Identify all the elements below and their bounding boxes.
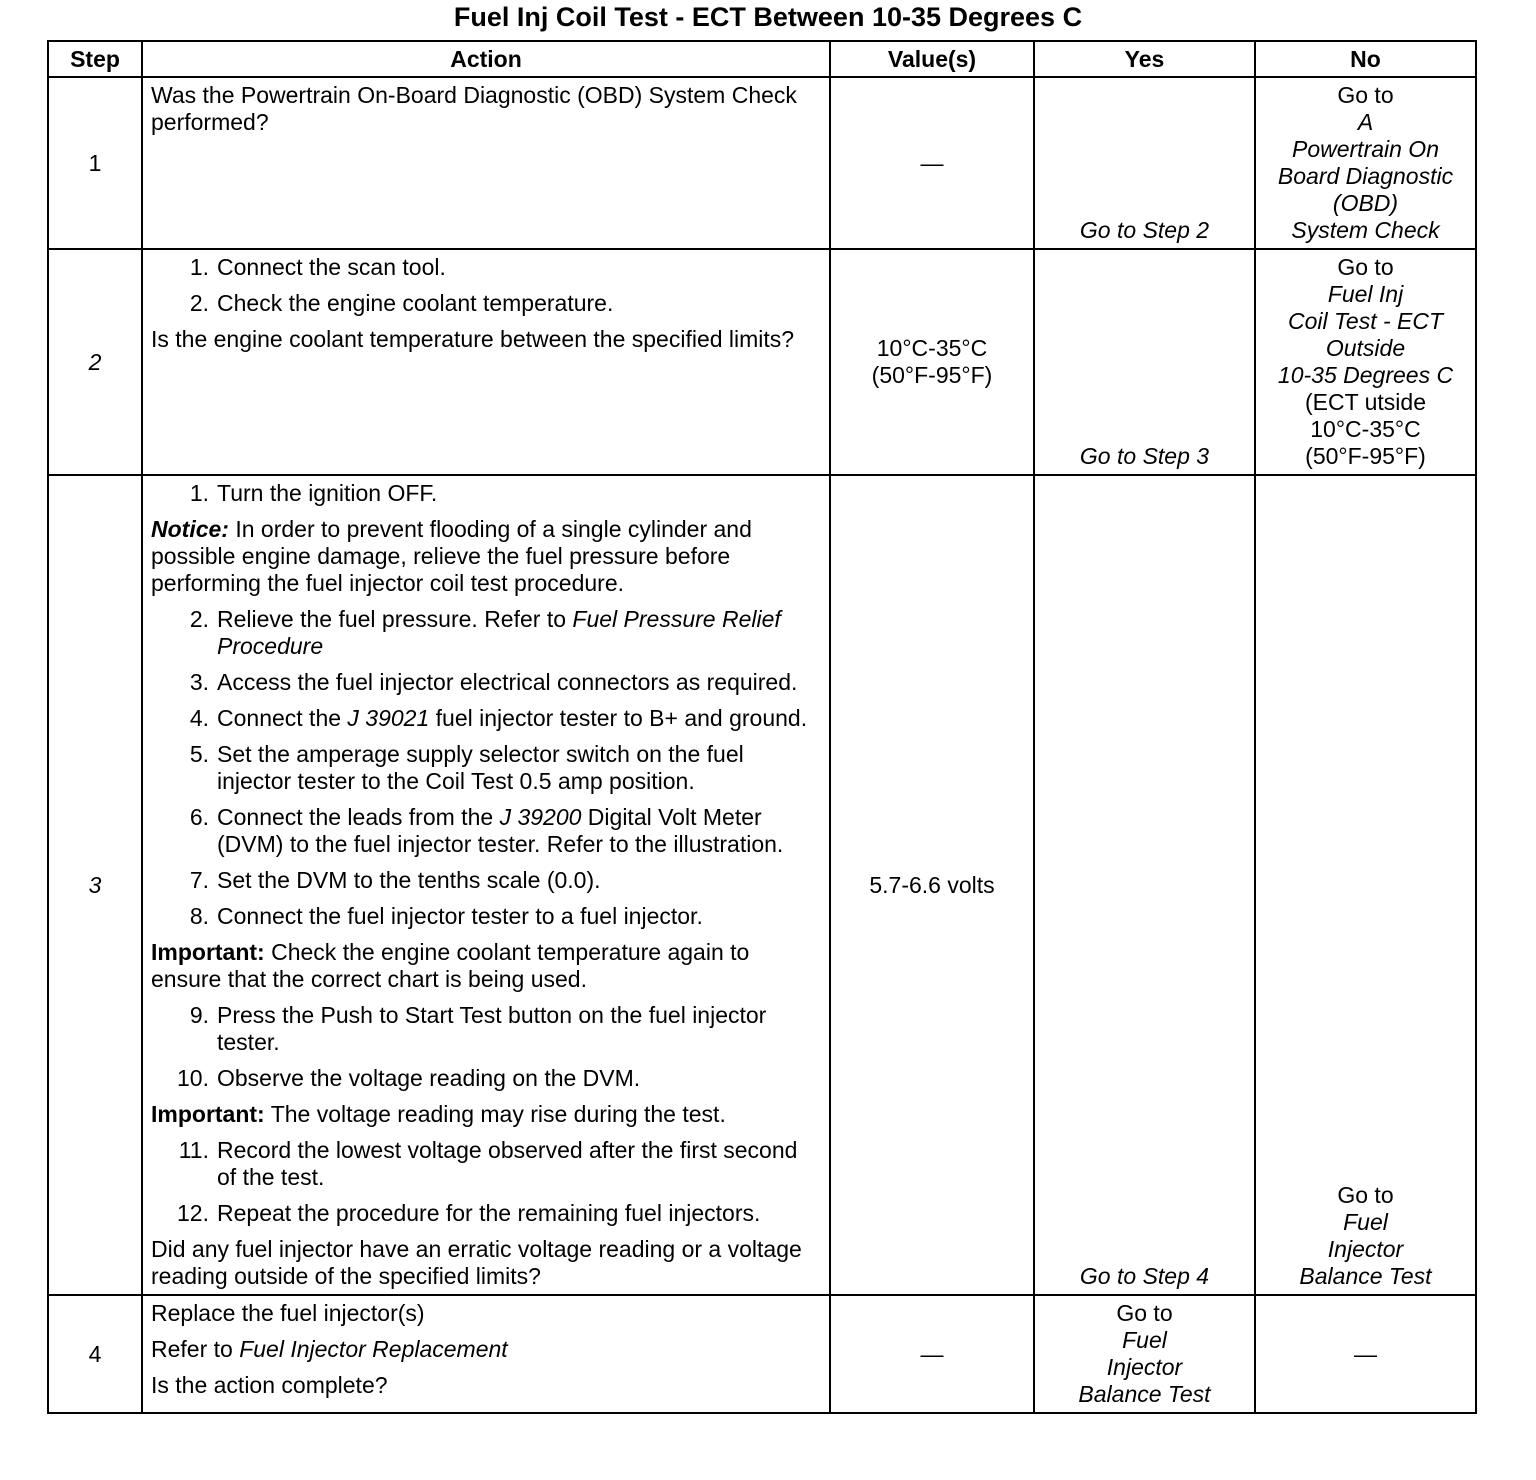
header-no: No: [1255, 41, 1476, 77]
table-row: [48, 249, 1476, 475]
value-cell: 10°C-35°C (50°F-95°F): [830, 249, 1034, 475]
diagnostic-table: [47, 40, 1477, 1414]
step-number: 1: [48, 77, 142, 249]
no-link[interactable]: Go to Fuel Injector Balance Test: [1299, 1182, 1432, 1289]
yes-link[interactable]: Go to Fuel Injector Balance Test: [1078, 1300, 1211, 1407]
yes-link[interactable]: Go to Step 2: [1079, 217, 1210, 243]
list-item: 7. Set the DVM to the tenths scale (0.0).: [189, 867, 601, 893]
no-cell: [1255, 77, 1476, 249]
list-item: 11. Record the lowest voltage observed after the first second of the test.: [178, 1137, 798, 1190]
value-cell: —: [830, 77, 1034, 249]
list-item: 10. Observe the voltage reading on the DVM.: [177, 1065, 641, 1091]
important-text: Important: Check the engine coolant temperature again to ensure that the correct chart is being used.: [151, 939, 750, 992]
no-link[interactable]: Go to A Powertrain On Board Diagnostic (OBD) System Check: [1277, 82, 1454, 243]
action-cell: [142, 1295, 830, 1413]
header-row: [48, 41, 1476, 77]
yes-cell: [1034, 475, 1255, 1295]
page-title: Fuel Inj Coil Test - ECT Between 10-35 Degrees C: [453, 2, 1083, 32]
step-number: 4: [48, 1295, 142, 1413]
action-reference: Refer to Fuel Injector Replacement: [151, 1336, 508, 1362]
header-values: Value(s): [830, 41, 1034, 77]
list-item: 6. Connect the leads from the J 39200 Digital Volt Meter (DVM) to the fuel injector tester. Refer to the illustration.: [189, 804, 784, 857]
step-number: 2: [48, 249, 142, 475]
action-question: Is the action complete?: [151, 1372, 388, 1398]
no-cell: [1255, 249, 1476, 475]
action-cell: [142, 249, 830, 475]
list-item: 4. Connect the J 39021 fuel injector tester to B+ and ground.: [189, 705, 808, 731]
action-question: Was the Powertrain On-Board Diagnostic (OBD) System Check performed?: [151, 82, 797, 135]
yes-cell: [1034, 249, 1255, 475]
action-cell: [142, 77, 830, 249]
list-item: 1. Turn the ignition OFF.: [189, 480, 438, 506]
list-item: 2. Check the engine coolant temperature.: [189, 290, 614, 316]
table-row: [48, 1295, 1476, 1413]
table-row: [48, 475, 1476, 1295]
table-row: [48, 77, 1476, 249]
header-action: Action: [142, 41, 830, 77]
list-item: 8. Connect the fuel injector tester to a fuel injector.: [189, 903, 703, 929]
yes-cell: [1034, 77, 1255, 249]
yes-link[interactable]: Go to Step 4: [1079, 1263, 1210, 1289]
list-item: 12. Repeat the procedure for the remaining fuel injectors.: [177, 1200, 761, 1226]
important-text: Important: The voltage reading may rise during the test.: [151, 1101, 726, 1127]
list-item: 9. Press the Push to Start Test button on the fuel injector tester.: [189, 1002, 767, 1055]
no-link[interactable]: Go to Fuel Inj Coil Test - ECT Outside 10-35 Degrees C (ECT utside 10°C-35°C (50°F-95°F): [1277, 254, 1454, 469]
list-item: 3. Access the fuel injector electrical connectors as required.: [189, 669, 798, 695]
no-cell: —: [1255, 1295, 1476, 1413]
value-cell: 5.7-6.6 volts: [830, 475, 1034, 1295]
action-text: Replace the fuel injector(s): [151, 1300, 425, 1326]
step-number: 3: [48, 475, 142, 1295]
action-question: Did any fuel injector have an erratic voltage reading or a voltage reading outside of the specified limits?: [151, 1236, 802, 1289]
list-item: 1. Connect the scan tool.: [189, 254, 446, 280]
header-step: Step: [48, 41, 142, 77]
action-cell: [142, 475, 830, 1295]
value-cell: —: [830, 1295, 1034, 1413]
list-item: 5. Set the amperage supply selector switch on the fuel injector tester to the Coil Test 0.5 amp position.: [189, 741, 744, 794]
yes-cell: [1034, 1295, 1255, 1413]
yes-link[interactable]: Go to Step 3: [1079, 443, 1210, 469]
no-cell: [1255, 475, 1476, 1295]
header-yes: Yes: [1034, 41, 1255, 77]
notice-text: Notice: In order to prevent flooding of a single cylinder and possible engine damage, relieve the fuel pressure before performing the fuel injector coil test procedure.: [151, 516, 752, 596]
list-item: 2. Relieve the fuel pressure. Refer to Fuel Pressure Relief Procedure: [189, 606, 781, 659]
action-question: Is the engine coolant temperature between the specified limits?: [151, 326, 795, 352]
